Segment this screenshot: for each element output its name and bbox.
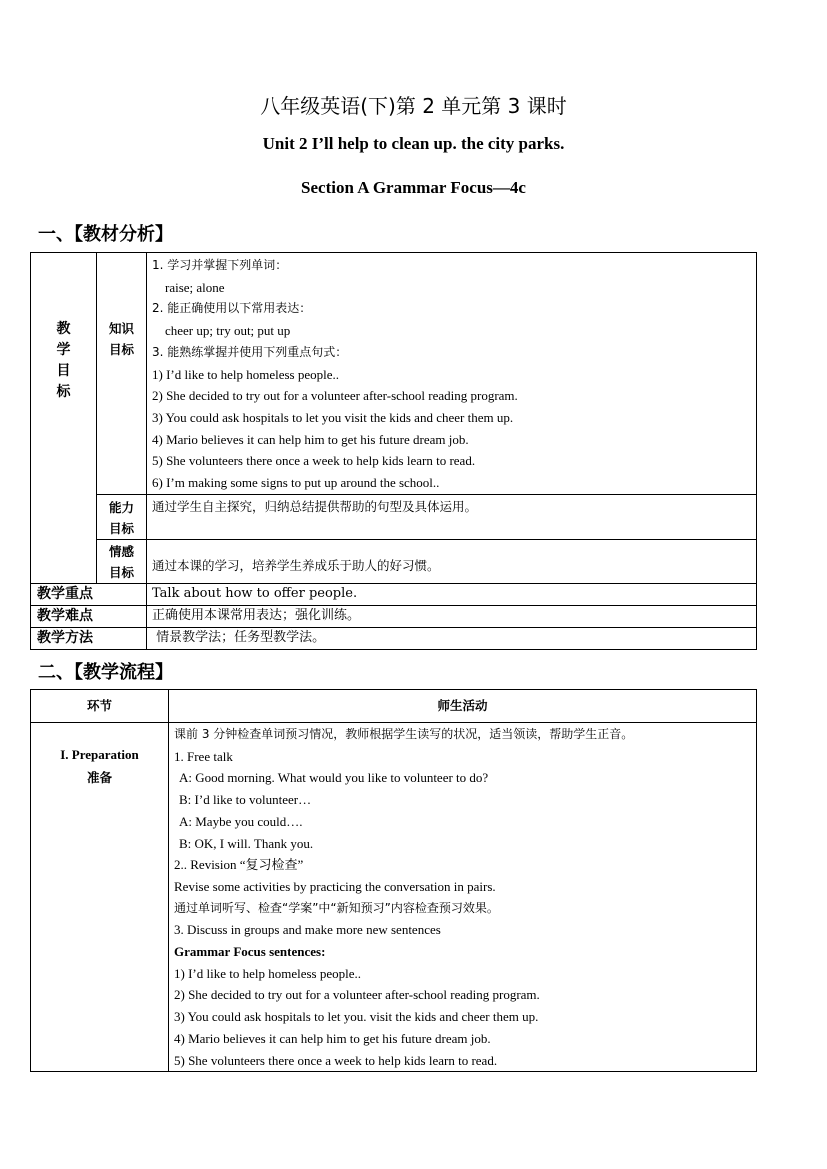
teaching-goals-label: 目 (56, 363, 71, 379)
section-title: Section A Grammar Focus—4c (301, 178, 526, 197)
stage-header-cell (31, 690, 169, 723)
unit-title: Unit 2 I’ll help to clean up. the city parks. (262, 134, 565, 153)
method-text: 情景教学法；任务型教学法。 (152, 629, 326, 645)
knowledge-line: 5) She volunteers there once a week to help kids learn to read. (152, 453, 476, 469)
emotion-goals-content (147, 539, 757, 583)
activity-line: 2) She decided to try out for a volunteer after-school reading program. (174, 987, 540, 1003)
ability-goals-label: 能力 (108, 499, 134, 515)
stage-cell (31, 723, 169, 1072)
knowledge-line: raise; alone (165, 279, 225, 295)
activity-line: 2.. Revision “复习检查” (174, 857, 304, 873)
activity-line: 1) I’d like to help homeless people.. (174, 965, 362, 981)
activity-line: B: OK, I will. Thank you. (179, 835, 314, 851)
teaching-goals-label: 标 (56, 384, 71, 400)
activity-line: 5) She volunteers there once a week to help kids learn to read. (174, 1052, 498, 1068)
knowledge-line: 3. 能熟练掌握并使用下列重点句式： (152, 344, 348, 359)
activity-line: A: Good morning. What would you like to volunteer to do? (179, 770, 489, 786)
activity-line: 1. Free talk (174, 748, 233, 764)
activity-line: 3) You could ask hospitals to let you. visit the kids and cheer them up. (174, 1009, 539, 1025)
activity-content (169, 723, 757, 1072)
method-content (147, 627, 757, 649)
stage-name-cn: 准备 (86, 770, 112, 785)
ability-goals-text: 通过学生自主探究，归纳总结提供帮助的句型及具体运用。 (152, 498, 478, 514)
activity-line: 4) Mario believes it can help him to get his future dream job. (174, 1030, 491, 1046)
difficulty-label: 教学难点 (37, 607, 93, 624)
key-point-label-cell (31, 583, 147, 605)
teaching-goals-cell (31, 253, 97, 584)
difficulty-content (147, 605, 757, 627)
activity-line: B: I’d like to volunteer… (179, 792, 312, 808)
section-heading-material-analysis: 一、【教材分析】 (38, 224, 173, 245)
emotion-goals-text: 通过本课的学习，培养学生养成乐于助人的好习惯。 (152, 557, 440, 573)
key-point-label: 教学重点 (37, 585, 93, 602)
teaching-goals-label: 教 (56, 321, 71, 337)
ability-goals-label-cell (97, 494, 147, 539)
emotion-goals-label: 情感 (108, 543, 134, 559)
teaching-process-table (30, 689, 757, 1072)
activity-header-cell (169, 690, 757, 723)
knowledge-goals-label-cell (97, 253, 147, 495)
activity-line: 课前 3 分钟检查单词预习情况，教师根据学生读写的状况，适当领读，帮助学生正音。 (174, 727, 634, 741)
activity-line: 3. Discuss in groups and make more new sentences (174, 922, 441, 938)
page-title: 八年级英语(下)第 2 单元第 3 课时 (260, 94, 567, 118)
difficulty-label-cell (31, 605, 147, 627)
knowledge-line: cheer up; try out; put up (165, 323, 291, 339)
stage-name-en: I. Preparation (60, 747, 139, 762)
activity-line: 通过单词听写、检查“学案”中“新知预习”内容检查预习效果。 (174, 900, 499, 915)
knowledge-line: 6) I’m making some signs to put up around the school.. (152, 475, 440, 491)
knowledge-line: 1. 学习并掌握下列单词： (152, 258, 288, 272)
activity-line: Revise some activities by practicing the conversation in pairs. (174, 878, 496, 894)
knowledge-goals-content (147, 253, 757, 495)
knowledge-goals-label: 知识 (108, 321, 134, 336)
activity-line: Grammar Focus sentences: (174, 944, 326, 960)
knowledge-line: 2. 能正确使用以下常用表达： (152, 301, 312, 316)
method-label: 教学方法 (37, 629, 93, 646)
ability-goals-label: 目标 (108, 520, 134, 536)
ability-goals-content (147, 494, 757, 539)
section-heading-teaching-process: 二、【教学流程】 (38, 662, 173, 683)
difficulty-text: 正确使用本课常用表达；强化训练。 (152, 607, 361, 623)
emotion-goals-label: 目标 (108, 564, 134, 580)
key-point-content (147, 583, 757, 605)
key-point-text: Talk about how to offer people. (152, 585, 358, 601)
emotion-goals-label-cell (97, 539, 147, 583)
material-analysis-table (30, 252, 757, 650)
knowledge-line: 1) I’d like to help homeless people.. (152, 366, 340, 382)
activity-header: 师生活动 (437, 698, 488, 713)
method-label-cell (31, 627, 147, 649)
knowledge-line: 4) Mario believes it can help him to get his future dream job. (152, 431, 469, 447)
knowledge-line: 2) She decided to try out for a volunteer after-school reading program. (152, 388, 518, 404)
activity-line: A: Maybe you could…. (179, 813, 303, 829)
stage-header: 环节 (86, 698, 112, 713)
knowledge-line: 3) You could ask hospitals to let you visit the kids and cheer them up. (152, 409, 514, 425)
teaching-goals-label: 学 (56, 342, 71, 358)
knowledge-goals-label: 目标 (108, 342, 134, 357)
